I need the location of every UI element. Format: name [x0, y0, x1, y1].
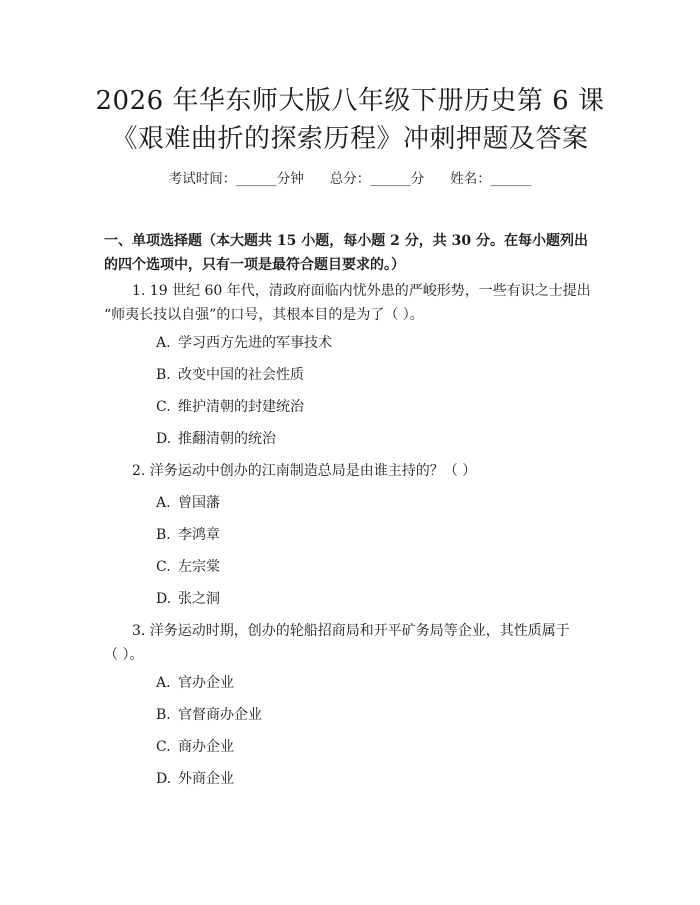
document-title-line-1: 2026 年华东师大版八年级下册历史第 6 课 — [95, 86, 605, 116]
question-stem-line: 3. 洋务运动时期，创办的轮船招商局和开平矿务局等企业，其性质属于 — [132, 623, 570, 639]
question-1-option-a — [156, 333, 332, 353]
option-text: 学习西方先进的军事技术 — [178, 335, 332, 351]
option-text: 官办企业 — [178, 675, 234, 691]
option-text: 张之洞 — [178, 591, 220, 607]
question-3-option-d — [156, 769, 234, 789]
question-stem-line: 2. 洋务运动中创办的江南制造总局是由谁主持的？（ ） — [132, 463, 477, 479]
question-3-stem — [104, 619, 598, 667]
option-letter: B. — [156, 707, 171, 723]
question-stem-line: “师夷长技以自强”的口号，其根本目的是为了（ ）。 — [104, 307, 424, 323]
option-text: 推翻清朝的统治 — [178, 431, 276, 447]
option-text: 官督商办企业 — [178, 707, 262, 723]
document-title-line-2: 《艰难曲折的探索历程》冲刺押题及答案 — [111, 124, 589, 154]
question-3-option-b — [156, 705, 262, 725]
option-text: 改变中国的社会性质 — [178, 367, 304, 383]
option-letter: D. — [156, 431, 172, 447]
exam-time: 考试时间：______分钟 — [168, 171, 304, 187]
option-letter: B. — [156, 527, 171, 543]
option-letter: A. — [156, 675, 171, 691]
exam-name: 姓名：______ — [450, 171, 532, 187]
option-letter: A. — [156, 335, 171, 351]
question-3-option-a — [156, 673, 234, 693]
exam-meta — [0, 170, 700, 188]
question-1-stem — [104, 279, 598, 327]
option-letter: C. — [156, 559, 171, 575]
question-1-option-d — [156, 429, 276, 449]
option-letter: B. — [156, 367, 171, 383]
question-2-option-b — [156, 525, 220, 545]
question-2-option-a — [156, 493, 220, 513]
option-text: 李鸿章 — [178, 527, 220, 543]
option-text: 曾国藩 — [178, 495, 220, 511]
question-2-stem — [104, 459, 598, 483]
option-letter: D. — [156, 771, 172, 787]
question-3-option-c — [156, 737, 234, 757]
option-letter: C. — [156, 739, 171, 755]
question-stem-line: 1. 19 世纪 60 年代，清政府面临内忧外患的严峻形势，一些有识之士提出 — [132, 283, 591, 299]
option-text: 左宗棠 — [178, 559, 220, 575]
option-letter: C. — [156, 399, 171, 415]
option-letter: A. — [156, 495, 171, 511]
question-1-option-b — [156, 365, 304, 385]
option-text: 外商企业 — [178, 771, 234, 787]
option-text: 商办企业 — [178, 739, 234, 755]
question-2-option-d — [156, 589, 220, 609]
question-stem-line: （ ）。 — [104, 647, 144, 663]
option-text: 维护清朝的封建统治 — [178, 399, 304, 415]
option-letter: D. — [156, 591, 172, 607]
question-2-option-c — [156, 557, 220, 577]
question-1-option-c — [156, 397, 304, 417]
exam-score: 总分：______分 — [329, 171, 425, 187]
section-heading: 一、单项选择题（本大题共 15 小题，每小题 2 分，共 30 分。在每小题列出的四个选项中，只有一项是最符合题目要求的。） — [104, 233, 588, 273]
